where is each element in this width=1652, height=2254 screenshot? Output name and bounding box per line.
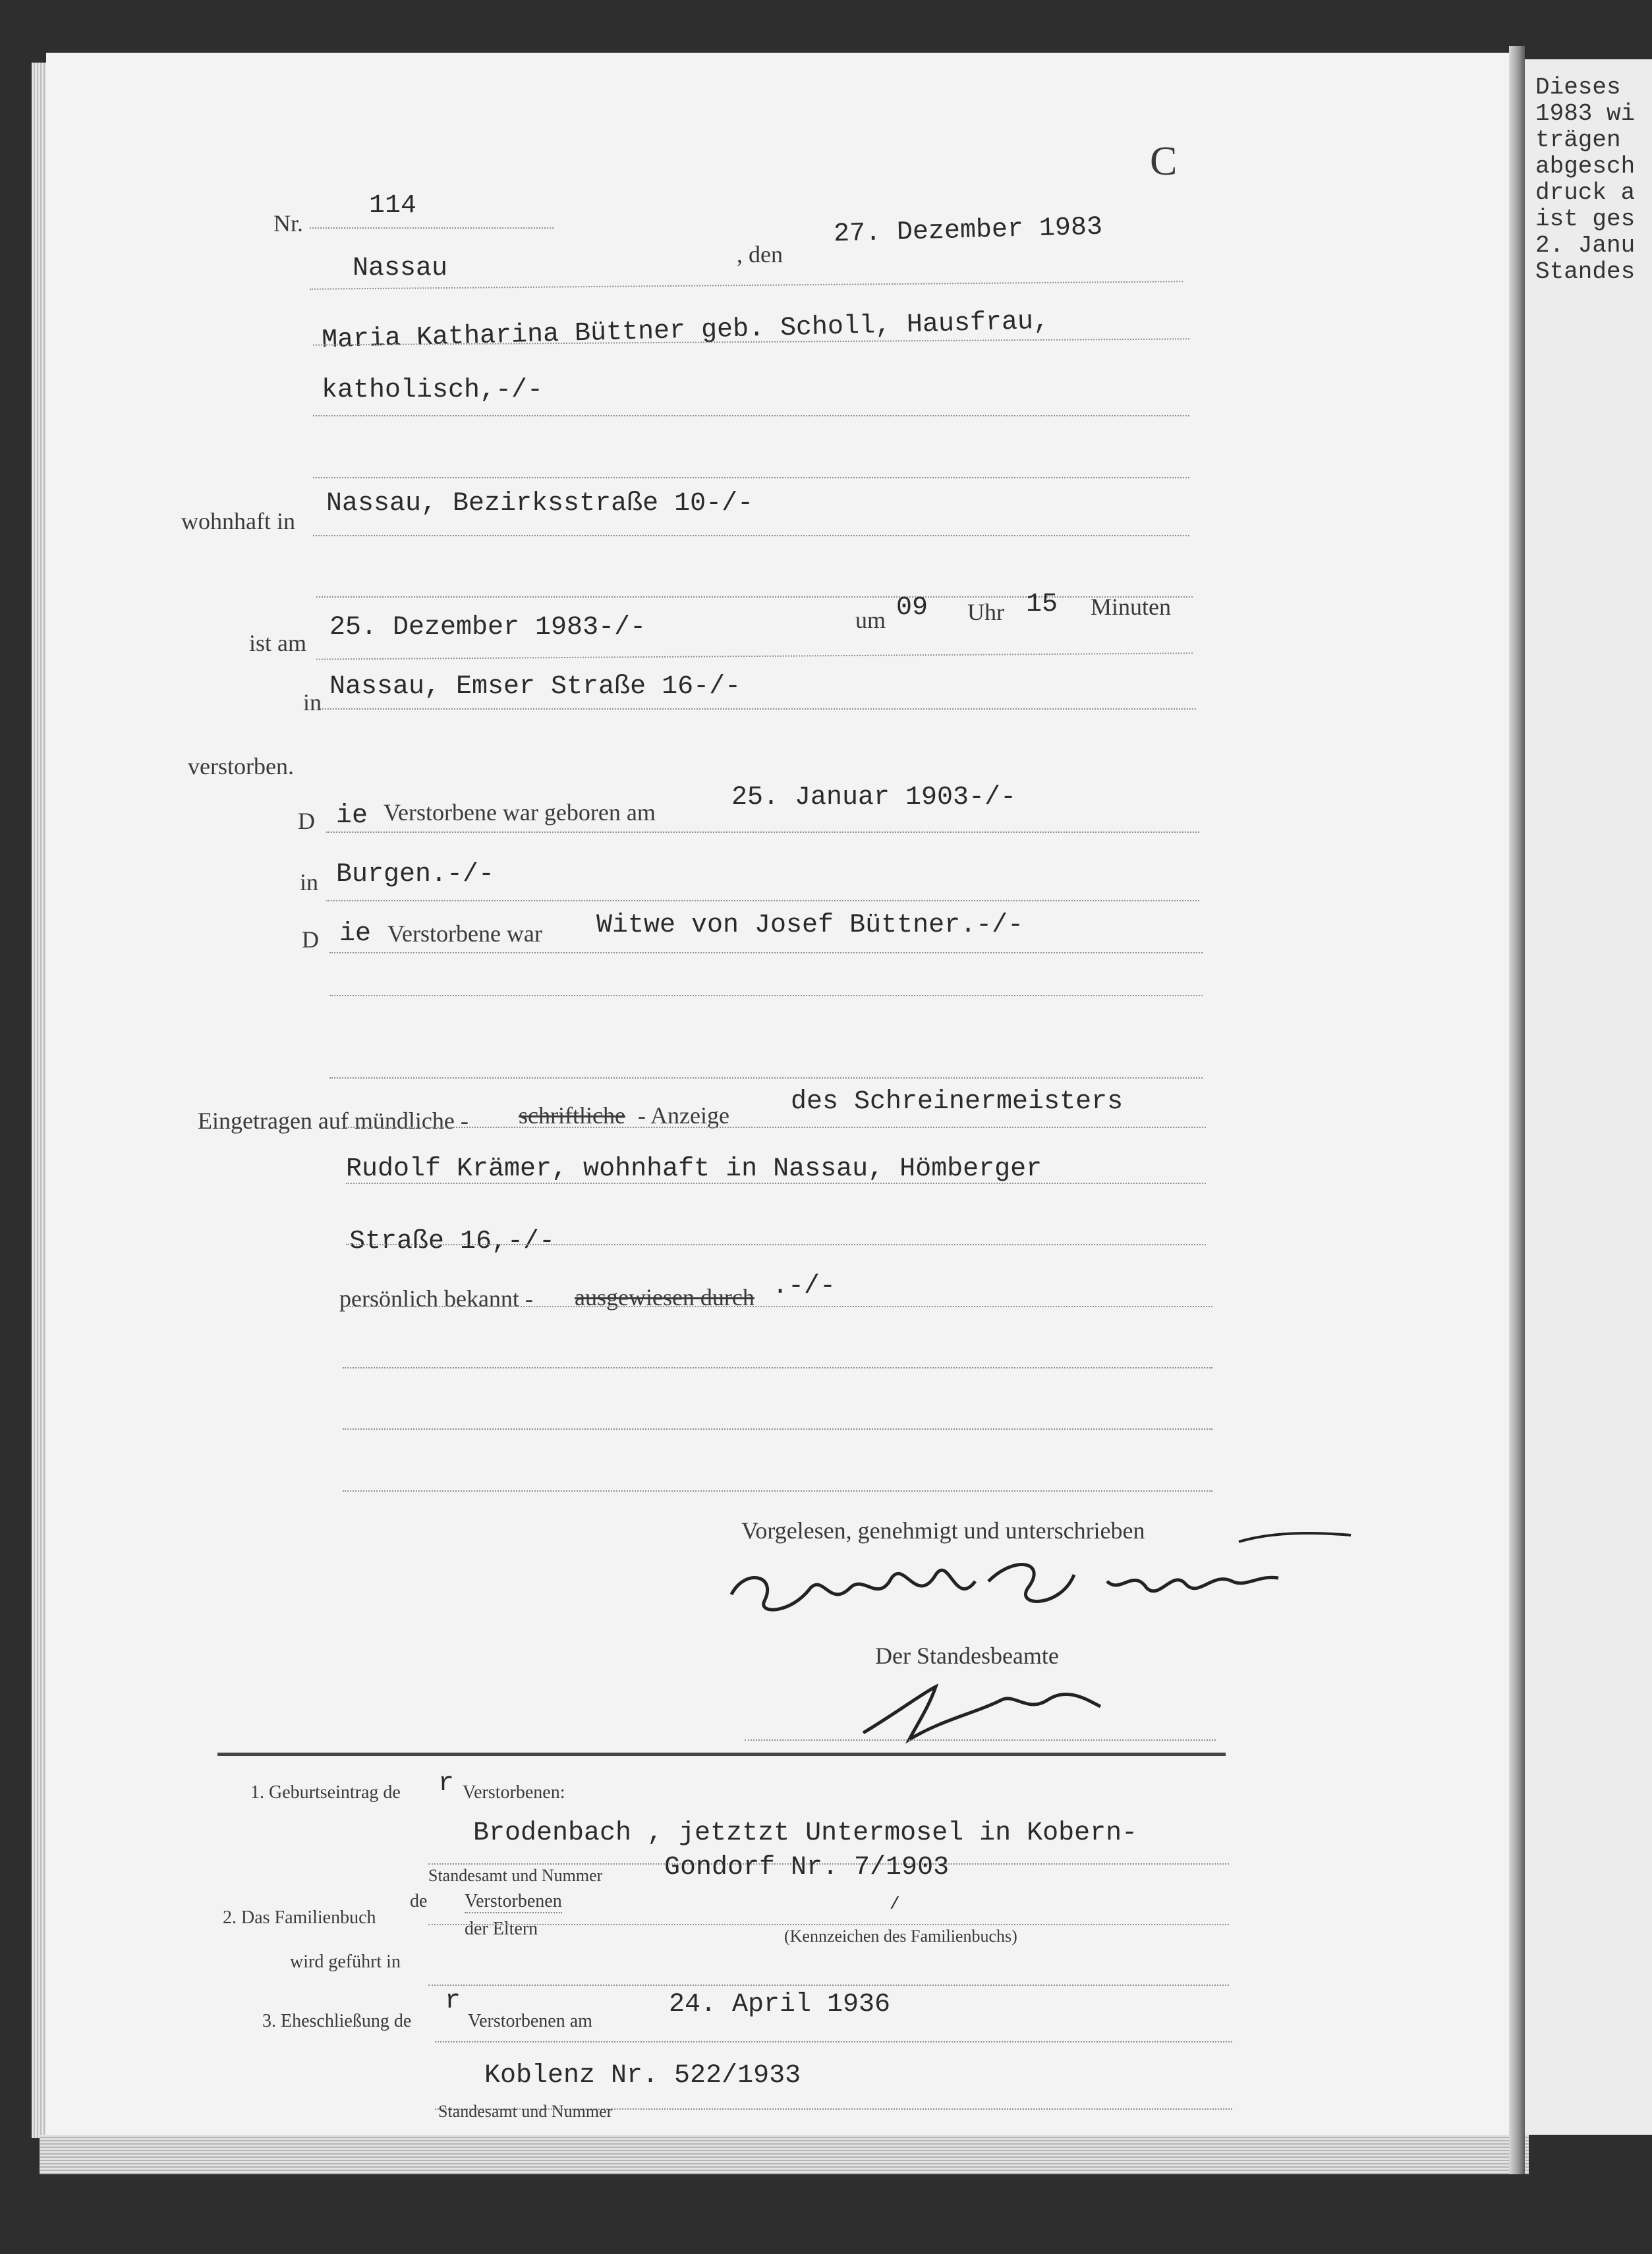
registrar-signature — [857, 1674, 1120, 1746]
status-rule-2 — [329, 995, 1203, 996]
residence-rule — [313, 535, 1189, 536]
status-article: ie — [339, 919, 372, 949]
kennzeichen-label: (Kennzeichen des Familienbuchs) — [784, 1927, 1017, 1946]
family-book-de: de — [410, 1891, 428, 1911]
birth-date: 25. Januar 1903-/- — [731, 783, 1017, 812]
residence-value: Nassau, Bezirksstraße 10-/- — [326, 489, 754, 519]
den-label: , den — [737, 241, 783, 268]
death-date-value: 25. Dezember 1983-/- — [329, 613, 646, 642]
page-stack-bottom — [40, 2135, 1529, 2174]
footer-separator — [217, 1753, 1226, 1756]
birth-entry-value-b: Gondorf Nr. 7/1903 — [664, 1853, 950, 1882]
uhr-label: Uhr — [967, 599, 1004, 625]
informant-rule-3 — [346, 1244, 1206, 1245]
read-approved-label: Vorgelesen, genehmigt und unterschrieben — [741, 1517, 1145, 1544]
status-rule — [329, 952, 1203, 953]
next-page-line: 1983 wi — [1535, 100, 1636, 127]
residence-rule-2 — [316, 596, 1193, 598]
registrar-rule — [745, 1739, 1216, 1741]
nr-value: 114 — [369, 191, 417, 221]
informant-line-2: Rudolf Krämer, wohnhaft in Nassau, Hömberger — [346, 1154, 1042, 1184]
birth-entry-suffix: r — [438, 1769, 455, 1799]
registration-struck: schriftliche — [519, 1102, 625, 1129]
registration-anzeige: - Anzeige — [638, 1102, 729, 1129]
known-label: persönlich bekannt - — [339, 1285, 533, 1312]
informant-rule-2 — [346, 1183, 1206, 1184]
death-place-value: Nassau, Emser Straße 16-/- — [329, 672, 741, 702]
standesamt-label-2: Standesamt und Nummer — [438, 2102, 613, 2121]
book-gutter — [1509, 46, 1525, 2174]
birth-entry-value-a: Brodenbach , jetztzt Untermosel in Kobern- — [473, 1818, 1138, 1848]
place-value: Nassau — [353, 254, 448, 283]
death-date-label: ist am — [249, 630, 306, 656]
birth-place-rule — [326, 900, 1199, 901]
status-value: Witwe von Josef Büttner.-/- — [596, 911, 1024, 940]
next-page-line: ist ges — [1535, 206, 1636, 233]
blank-rule-2 — [343, 1428, 1212, 1430]
birth-place: Burgen.-/- — [336, 860, 495, 889]
marriage-date-rule — [435, 2041, 1232, 2043]
standesamt-label: Standesamt und Nummer — [428, 1866, 603, 1885]
blank-rule-3 — [343, 1490, 1212, 1492]
family-book-eltern: der Eltern — [465, 1919, 538, 1939]
birth-article: ie — [336, 801, 368, 831]
next-page-line: abgesch — [1535, 153, 1636, 180]
marriage-label: 3. Eheschließung de — [262, 2011, 412, 2031]
next-page-line: trägen — [1535, 127, 1621, 154]
birth-label: Verstorbene war geboren am — [384, 799, 656, 826]
marriage-end: Verstorbenen am — [468, 2011, 592, 2031]
informant-line-1: des Schreinermeisters — [791, 1087, 1124, 1117]
verstorben-label: verstorben. — [188, 753, 294, 779]
death-hour: 09 — [896, 593, 928, 623]
status-prefix: D — [302, 926, 319, 953]
corner-letter: C — [1150, 139, 1178, 184]
death-minute: 15 — [1026, 590, 1058, 619]
next-page-line: druck a — [1535, 179, 1636, 206]
person-rule-3 — [313, 477, 1189, 478]
known-struck: ausgewiesen durch — [575, 1284, 755, 1310]
registrar-label: Der Standesbeamte — [875, 1643, 1059, 1669]
person-line-2: katholisch,-/- — [322, 376, 544, 405]
marriage-suffix: r — [445, 1986, 461, 2016]
blank-rule-1 — [343, 1367, 1212, 1368]
family-book-rule — [428, 1924, 1229, 1925]
family-book-wird: wird geführt in — [290, 1952, 401, 1972]
informant-line-3: Straße 16,-/- — [349, 1227, 555, 1256]
death-place-rule — [320, 708, 1196, 710]
birth-entry-label: 1. Geburtseintrag de — [250, 1782, 401, 1803]
next-page — [1525, 59, 1652, 2135]
person-line-1: Maria Katharina Büttner geb. Scholl, Hausfrau, — [321, 306, 1050, 356]
death-place-label: in — [303, 689, 322, 716]
family-book-slash: / — [890, 1894, 900, 1914]
um-label: um — [855, 607, 886, 633]
next-page-line: Standes — [1535, 258, 1636, 285]
birth-place-label: in — [300, 869, 319, 895]
marriage-place: Koblenz Nr. 522/1933 — [484, 2061, 801, 2091]
minuten-label: Minuten — [1091, 594, 1171, 620]
family-book-label: 2. Das Familienbuch — [223, 1907, 376, 1928]
registration-label: Eingetragen auf mündliche - — [198, 1108, 469, 1134]
family-book-value: Verstorbenen — [465, 1891, 562, 1913]
known-end: .-/- — [772, 1272, 836, 1301]
status-rule-3 — [329, 1077, 1203, 1079]
family-book-rule-2 — [428, 1985, 1229, 1986]
marriage-date: 24. April 1936 — [669, 1990, 891, 2019]
informant-rule-1 — [346, 1127, 1206, 1128]
nr-line — [310, 227, 554, 229]
birth-date-rule — [326, 831, 1199, 833]
informant-signature — [718, 1515, 1364, 1634]
nr-label: Nr. — [273, 210, 303, 237]
date-value: 27. Dezember 1983 — [833, 212, 1103, 250]
birth-entry-end: Verstorbenen: — [463, 1782, 565, 1803]
next-page-line: Dieses — [1535, 74, 1621, 101]
person-rule-2 — [313, 415, 1189, 416]
residence-label: wohnhaft in — [181, 508, 295, 534]
status-label: Verstorbene war — [387, 920, 542, 947]
birth-prefix: D — [298, 808, 315, 834]
next-page-line: 2. Janu — [1535, 232, 1636, 259]
known-rule — [346, 1306, 1212, 1307]
